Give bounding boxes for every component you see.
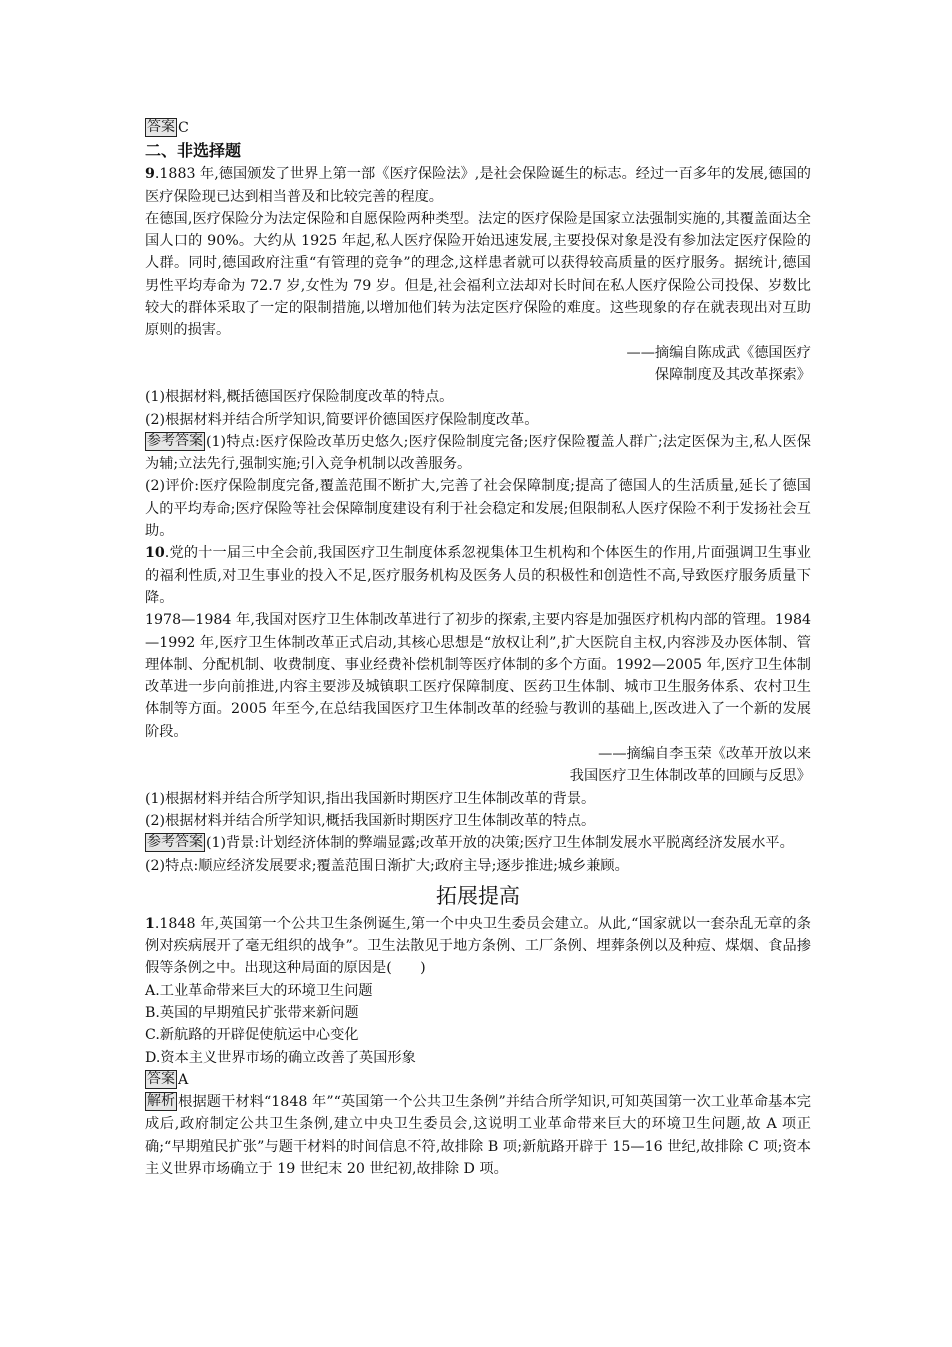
e1-answer-line <box>145 1069 811 1091</box>
q10-paragraph-2: 1978—1984 年,我国对医疗卫生体制改革进行了初步的探索,主要内容是加强医疗机构内部的管理。1984—1992 年,医疗卫生体制改革正式启动,其核心思想是“放权让利”,扩大医院自主权,内容涉及办医体制、管理体制、分配机制、收费制度、事业经费补偿机制等医疗体制的多个方面。1992—2005 年,医疗卫生体制改革进一步向前推进,内容主要涉及城镇职工医疗保障制度、医药卫生体制、城市卫生服务体系、农村卫生体制等方面。2005 年至今,在总结我国医疗卫生体制改革的经验与教训的基础上,医改进入了一个新的发展阶段。 <box>145 612 811 740</box>
q10-reference-answer-1: 参考答案 (1)背景:计划经济体制的弊端显露;改革开放的决策;医疗卫生体制发展水平脱离经济发展水平。 <box>147 834 794 852</box>
q10-paragraph-1: 10.党的十一届三中全会前,我国医疗卫生制度体系忽视集体卫生机构和个体医生的作用,片面强调卫生事业的福利性质,对卫生事业的投入不足,医疗服务机构及医务人员的积极性和创造性不高,导致医疗服务质量下降。 <box>145 545 811 606</box>
e1-option-b: B.英国的早期殖民扩张带来新问题 <box>145 1004 359 1021</box>
q9-source-line-1: ——摘编自陈成武《德国医疗 <box>626 344 811 361</box>
q9-reference-answer-2: (2)评价:医疗保险制度完备,覆盖范围不断扩大,完善了社会保障制度;提高了德国人的生活质量,延长了德国人的平均寿命;医疗保险等社会保障制度建设有利于社会稳定和发展;但限制私人医疗保险不利于发扬社会互助。 <box>145 478 811 540</box>
q9-paragraph-2: 在德国,医疗保险分为法定保险和自愿保险两种类型。法定的医疗保险是国家立法强制实施的,其覆盖面达全国人口的 90%。大约从 1925 年起,私人医疗保险开始迅速发展,主要投保对象是没有参加法定医疗保险的人群。同时,德国政府注重“有管理的竞争”的理念,这样患者就可以获得较高质量的医疗服务。据统计,德国男性平均寿命为 72.7 岁,女性为 79 岁。但是,社会福利立法却对长时间在私人医疗保险公司投保、岁数比较大的群体采取了一定的限制措施,以增加他们转为法定医疗保险的难度。这些现象的存在就表现出对互助原则的损害。 <box>145 210 811 339</box>
analysis-label: 解析 <box>147 1093 175 1110</box>
q10-question-1: (1)根据材料并结合所学知识,指出我国新时期医疗卫生体制改革的背景。 <box>145 790 596 807</box>
q8-answer: C <box>178 120 189 136</box>
e1-analysis: 解析 根据题干材料“1848 年”“英国第一个公共卫生条例”并结合所学知识,可知英国第一次工业革命基本完成后,政府制定公共卫生条例,建立中央卫生委员会,这说明工业革命带来巨大的环境卫生问题,故 A 项正确;“早期殖民扩张”与题干材料的时间信息不符,故排除 B 项;新航路开辟于 15—16 世纪,故排除 C 项;资本主义世界市场确立于 19 世纪末 20 世纪初,故排除 D 项。 <box>145 1093 811 1178</box>
e1-option-d: D.资本主义世界市场的确立改善了英国形象 <box>145 1049 416 1066</box>
e1-option-a: A.工业革命带来巨大的环境卫生问题 <box>145 982 373 999</box>
section-heading-nonchoice: 二、非选择题 <box>145 141 242 161</box>
extension-heading: 拓展提高 <box>436 883 520 908</box>
e1-option-c: C.新航路的开辟促使航运中心变化 <box>145 1027 359 1044</box>
document-page <box>145 117 811 1180</box>
question-number: 10 <box>145 545 165 562</box>
q10-source-line-1: ——摘编自李玉荣《改革开放以来 <box>598 746 811 763</box>
q9-question-2: (2)根据材料并结合所学知识,简要评价德国医疗保险制度改革。 <box>145 411 539 428</box>
e1-answer: A <box>178 1071 189 1088</box>
answer-label: 答案 <box>147 119 175 135</box>
q9-question-1: (1)根据材料,概括德国医疗保险制度改革的特点。 <box>145 389 454 406</box>
q8-answer-line <box>145 117 811 139</box>
q9-source-line-2: 保障制度及其改革探索》 <box>654 366 811 383</box>
q9-reference-answer-1: 参考答案 (1)特点:医疗保险改革历史悠久;医疗保险制度完备;医疗保险覆盖人群广;法定医保为主,私人医保为辅;立法先行,强制实施;引入竞争机制以改善服务。 <box>145 432 811 473</box>
question-number: 1 <box>145 915 155 932</box>
reference-answer-label: 参考答案 <box>147 834 203 851</box>
question-number: 9 <box>145 166 155 183</box>
answer-label: 答案 <box>147 1070 175 1087</box>
q10-reference-answer-2: (2)特点:顺应经济发展要求;覆盖范围日渐扩大;政府主导;逐步推进;城乡兼顾。 <box>145 857 629 874</box>
q9-paragraph-1: 9.1883 年,德国颁发了世界上第一部《医疗保险法》,是社会保险诞生的标志。经过一百多年的发展,德国的医疗保险现已达到相当普及和比较完善的程度。 <box>145 166 811 205</box>
reference-answer-label: 参考答案 <box>147 432 203 449</box>
q10-question-2: (2)根据材料并结合所学知识,概括我国新时期医疗卫生体制改革的特点。 <box>145 812 596 829</box>
e1-stem: 1.1848 年,英国第一个公共卫生条例诞生,第一个中央卫生委员会建立。从此,“国家就以一套杂乱无章的条例对疾病展开了毫无组织的战争”。卫生法散见于地方条例、工厂条例、埋葬条例以及种痘、煤烟、食品掺假等条例之中。出现这种局面的原因是( ) <box>145 915 811 977</box>
q10-source-line-2: 我国医疗卫生体制改革的回顾与反思》 <box>569 768 811 785</box>
